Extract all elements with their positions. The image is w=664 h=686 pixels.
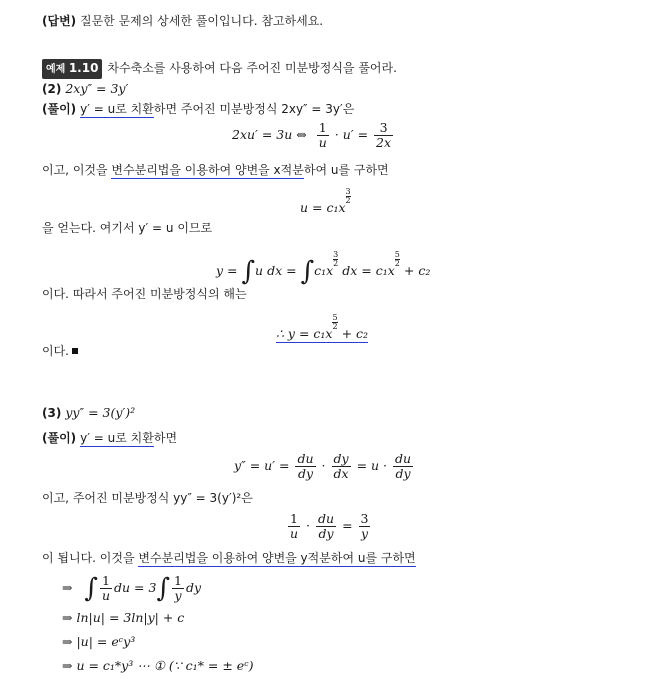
problem-3-solution-intro: (풀이) y′ = u로 치환하면: [42, 431, 178, 445]
p3-step-4: ⇒ u = c₁*y³ ⋯ ① (∵ c₁* = ± eᶜ): [62, 658, 254, 673]
example-badge: 예제 1.10: [42, 59, 102, 79]
substitution-note: y′ = u로 치환: [80, 102, 154, 116]
substitution-note-3: y′ = u로 치환: [80, 431, 154, 445]
p2-text-1: 이고, 이것을 변수분리법을 이용하여 양변을 x적분하여 u를 구하면: [42, 163, 389, 177]
p3-text-2: 이 됩니다. 이것을 변수분리법을 이용하여 양변을 y적분하여 u를 구하면: [42, 551, 416, 565]
p2-text-4: 이다.: [42, 343, 78, 359]
p2-answer: ∴ y = c₁x $^{\frac{5}{2}}$ + c₂: [276, 313, 369, 341]
p2-text-2: 을 얻는다. 여기서 y′ = u 이므로: [42, 221, 213, 235]
problem-2-solution-intro: (풀이) y′ = u로 치환하면 주어진 미분방정식 2xy″ = 3y′은: [42, 102, 355, 116]
problem-3-statement: (3) yy″ = 3(y′)²: [42, 405, 136, 420]
example-heading: [42, 59, 397, 79]
p2-text-3: 이다. 따라서 주어진 미분방정식의 해는: [42, 287, 247, 301]
end-mark-icon: [72, 348, 78, 354]
example-instruction: 차수축소를 사용하여 다음 주어진 미분방정식을 풀어라.: [107, 61, 397, 75]
answer-tag: (답변): [42, 14, 77, 28]
p2-equation-3: y = ∫u dx = ∫c₁x $^{\frac{3}{2}}$ dx = c₁x $^{\frac{5}{2}}$ + c₂: [216, 250, 431, 287]
p3-equation-1: y″ = u′ = $\frac{du}{dy}$ · $\frac{dy}{dx}$ = u · $\frac{du}{dy}$: [234, 451, 412, 481]
p2-equation-2: u = c₁x $^{\frac{3}{2}}$: [300, 187, 351, 215]
p3-text-1: 이고, 주어진 미분방정식 yy″ = 3(y′)²은: [42, 491, 253, 505]
answer-header: [42, 13, 323, 29]
p3-equation-2: $\frac{1}{u}$ · $\frac{du}{dy}$ = $\frac{3}{y}$: [290, 511, 369, 541]
answer-intro: 질문한 문제의 상세한 풀이입니다. 참고하세요.: [79, 14, 324, 28]
p3-step-2: ⇒ ln|u| = 3ln|y| + c: [62, 610, 185, 625]
p2-equation-1: 2xu′ = 3u ⇔ $\frac{1}{u}$ · u′ = $\frac{3}{2x}$: [232, 120, 392, 150]
p3-step-1: ⇒ ∫ $\frac{1}{u}$ du = 3∫ $\frac{1}{y}$ dy: [62, 573, 202, 604]
p3-step-3: ⇒ |u| = eᶜy³: [62, 634, 136, 649]
problem-2-statement: (2) 2xy″ = 3y′: [42, 81, 129, 96]
